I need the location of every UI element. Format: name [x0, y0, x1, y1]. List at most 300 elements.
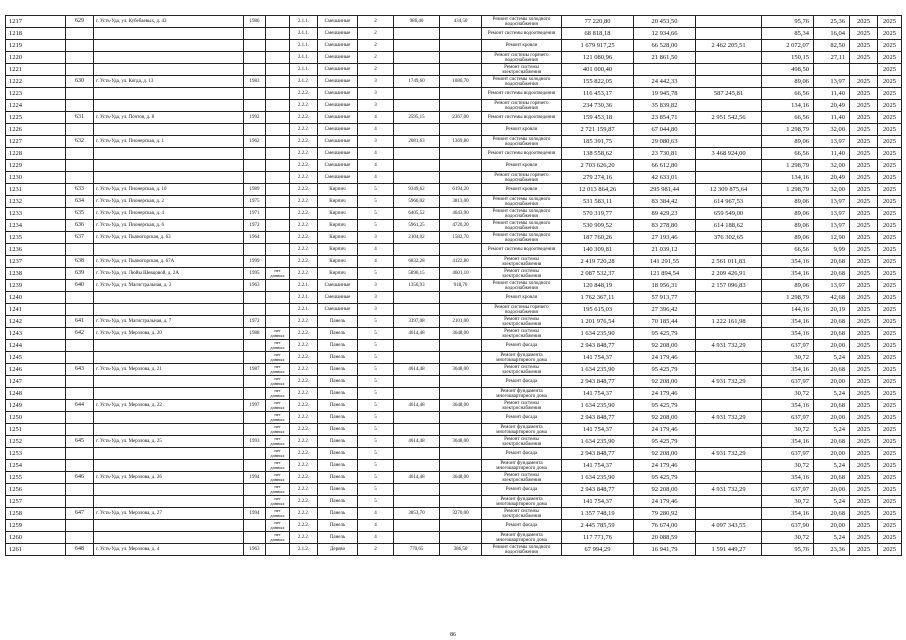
year-start-cell: 2025: [850, 88, 878, 100]
row-number: 1249: [6, 400, 66, 412]
row-number: 1227: [6, 136, 66, 148]
building-number: [66, 484, 94, 496]
row-number: 1244: [6, 340, 66, 352]
unit-cost-cell: 498,50: [762, 64, 814, 76]
note-cell: [266, 64, 290, 76]
unit-cost-cell: 85,34: [762, 28, 814, 40]
floors-cell: 3: [358, 292, 394, 304]
table-row: [6, 340, 902, 352]
total-cost-cell: 2 951 542,56: [696, 112, 762, 124]
year-start-cell: 2025: [850, 340, 878, 352]
living-area-cell: [440, 448, 482, 460]
floors-cell: 3: [358, 280, 394, 292]
cost-cell: 2 943 848,77: [562, 376, 634, 388]
building-number: 633: [66, 184, 94, 196]
floors-cell: 3: [358, 232, 394, 244]
work-type-cell: Ремонт фасада: [482, 376, 562, 388]
control-cost-cell: 95 425,79: [634, 400, 696, 412]
note-cell: [266, 244, 290, 256]
year-start-cell: 2025: [850, 328, 878, 340]
year-start-cell: 2025: [850, 472, 878, 484]
total-cost-cell: [696, 76, 762, 88]
work-type-cell: Ремонт кровли: [482, 40, 562, 52]
row-number: 1239: [6, 280, 66, 292]
code-cell: 2.2.2.: [290, 244, 318, 256]
note-cell: нет данных: [266, 508, 290, 520]
unit-limit-cell: 13,97: [814, 208, 850, 220]
total-cost-cell: [696, 472, 762, 484]
table-row: [6, 412, 902, 424]
unit-limit-cell: 20,00: [814, 520, 850, 532]
total-cost-cell: [696, 64, 762, 76]
control-cost-cell: 121 894,54: [634, 268, 696, 280]
table-row: [6, 448, 902, 460]
living-area-cell: [440, 148, 482, 160]
floors-cell: 5: [358, 220, 394, 232]
work-type-cell: Ремонт фасада: [482, 484, 562, 496]
table-row: [6, 208, 902, 220]
total-area-cell: 6405,52: [394, 208, 440, 220]
unit-cost-cell: 95,76: [762, 544, 814, 556]
address-cell: г. Усть-Уда, ул. Мерзлова, д. 21: [94, 364, 244, 376]
address-cell: г. Усть-Уда, ул. Мерзлова, д. 20: [94, 328, 244, 340]
table-row: [6, 184, 902, 196]
total-area-cell: [394, 520, 440, 532]
work-type-cell: Ремонт системы электроснабжения: [482, 256, 562, 268]
code-cell: 2.2.2.: [290, 316, 318, 328]
year-end-cell: 2025: [878, 64, 902, 76]
floors-cell: 5: [358, 352, 394, 364]
living-area-cell: 918,70: [440, 280, 482, 292]
table-row: [6, 328, 902, 340]
wall-material-cell: Кирпич: [318, 220, 358, 232]
total-cost-cell: [696, 508, 762, 520]
unit-limit-cell: 5,24: [814, 460, 850, 472]
building-number: 647: [66, 508, 94, 520]
total-cost-cell: [696, 100, 762, 112]
floors-cell: 5: [358, 328, 394, 340]
note-cell: [266, 232, 290, 244]
work-type-cell: Ремонт фундамента многоквартирного дома: [482, 532, 562, 544]
work-type-cell: Ремонт системы электроснабжения: [482, 268, 562, 280]
cost-cell: 121 080,96: [562, 52, 634, 64]
row-number: 1250: [6, 412, 66, 424]
living-area-cell: [440, 172, 482, 184]
work-type-cell: Ремонт системы горячего водоснабжения: [482, 100, 562, 112]
work-type-cell: Ремонт системы водоотведения: [482, 28, 562, 40]
floors-cell: 4: [358, 148, 394, 160]
note-cell: [266, 544, 290, 556]
total-area-cell: 4614,48: [394, 472, 440, 484]
unit-cost-cell: 354,16: [762, 256, 814, 268]
year-end-cell: 2025: [878, 328, 902, 340]
work-type-cell: Ремонт системы электроснабжения: [482, 472, 562, 484]
cost-cell: 117 771,76: [562, 532, 634, 544]
unit-limit-cell: 5,24: [814, 532, 850, 544]
building-number: 642: [66, 328, 94, 340]
total-area-cell: [394, 172, 440, 184]
table-row: [6, 100, 902, 112]
cost-cell: 530 909,52: [562, 220, 634, 232]
year-built-cell: [244, 100, 266, 112]
note-cell: нет данных: [266, 436, 290, 448]
note-cell: [266, 304, 290, 316]
row-number: 1223: [6, 88, 66, 100]
table-row: [6, 244, 902, 256]
wall-material-cell: Панель: [318, 460, 358, 472]
building-number: 640: [66, 280, 94, 292]
living-area-cell: [440, 40, 482, 52]
unit-cost-cell: 2 072,07: [762, 40, 814, 52]
work-type-cell: Ремонт системы водоотведения: [482, 112, 562, 124]
control-cost-cell: 35 839,82: [634, 100, 696, 112]
wall-material-cell: Смешанные: [318, 88, 358, 100]
unit-cost-cell: 95,76: [762, 16, 814, 28]
floors-cell: 2: [358, 544, 394, 556]
cost-cell: 141 754,37: [562, 388, 634, 400]
total-area-cell: [394, 88, 440, 100]
living-area-cell: [440, 376, 482, 388]
row-number: 1226: [6, 124, 66, 136]
floors-cell: 4: [358, 112, 394, 124]
total-area-cell: [394, 352, 440, 364]
year-built-cell: [244, 412, 266, 424]
control-cost-cell: [634, 64, 696, 76]
table-row: [6, 28, 902, 40]
code-cell: 2.2.2.: [290, 172, 318, 184]
work-type-cell: Ремонт системы холодного водоснабжения: [482, 220, 562, 232]
note-cell: [266, 160, 290, 172]
cost-cell: 141 754,37: [562, 496, 634, 508]
wall-material-cell: Смешанные: [318, 292, 358, 304]
year-start-cell: 2025: [850, 40, 878, 52]
year-built-cell: 1994: [244, 508, 266, 520]
year-end-cell: 2025: [878, 76, 902, 88]
floors-cell: 5: [358, 184, 394, 196]
address-cell: г. Усть-Уда, ул. Мерзлова, д. 26: [94, 472, 244, 484]
row-number: 1221: [6, 64, 66, 76]
wall-material-cell: Панель: [318, 520, 358, 532]
unit-cost-cell: 354,16: [762, 328, 814, 340]
building-number: [66, 340, 94, 352]
row-number: 1230: [6, 172, 66, 184]
address-cell: г. Усть-Уда, ул. Почтов, д. 8: [94, 112, 244, 124]
table-row: [6, 304, 902, 316]
year-start-cell: 2025: [850, 208, 878, 220]
note-cell: [266, 280, 290, 292]
cost-cell: 1 634 235,90: [562, 364, 634, 376]
unit-cost-cell: 89,06: [762, 220, 814, 232]
total-area-cell: [394, 340, 440, 352]
unit-limit-cell: 13,97: [814, 220, 850, 232]
cost-cell: 2 087 532,37: [562, 268, 634, 280]
total-area-cell: 770,65: [394, 544, 440, 556]
code-cell: 2.2.2.: [290, 340, 318, 352]
total-area-cell: [394, 28, 440, 40]
unit-cost-cell: 66,56: [762, 148, 814, 160]
year-built-cell: 1975: [244, 196, 266, 208]
building-number: [66, 496, 94, 508]
unit-cost-cell: 30,72: [762, 352, 814, 364]
living-area-cell: [440, 52, 482, 64]
cost-cell: 1 634 235,90: [562, 328, 634, 340]
row-number: 1228: [6, 148, 66, 160]
year-built-cell: 1987: [244, 364, 266, 376]
unit-cost-cell: 30,72: [762, 496, 814, 508]
note-cell: нет данных: [266, 376, 290, 388]
unit-cost-cell: 354,16: [762, 316, 814, 328]
address-cell: [94, 340, 244, 352]
wall-material-cell: Смешанные: [318, 160, 358, 172]
control-cost-cell: 23 730,81: [634, 148, 696, 160]
unit-limit-cell: 12,90: [814, 232, 850, 244]
year-end-cell: 2025: [878, 508, 902, 520]
note-cell: [266, 208, 290, 220]
year-start-cell: 2025: [850, 352, 878, 364]
floors-cell: 5: [358, 208, 394, 220]
year-built-cell: [244, 28, 266, 40]
control-cost-cell: 21 039,12: [634, 244, 696, 256]
year-end-cell: 2025: [878, 340, 902, 352]
floors-cell: 5: [358, 376, 394, 388]
floors-cell: 4: [358, 256, 394, 268]
living-area-cell: [440, 64, 482, 76]
total-cost-cell: [696, 136, 762, 148]
table-row: [6, 172, 902, 184]
code-cell: 2.2.2.: [290, 400, 318, 412]
total-cost-cell: 3 468 924,00: [696, 148, 762, 160]
control-cost-cell: 295 981,44: [634, 184, 696, 196]
floors-cell: 4: [358, 124, 394, 136]
code-cell: 2.1.1.: [290, 64, 318, 76]
table-row: [6, 196, 902, 208]
year-start-cell: 2025: [850, 28, 878, 40]
floors-cell: 5: [358, 316, 394, 328]
control-cost-cell: 27 193,46: [634, 232, 696, 244]
living-area-cell: 6194,20: [440, 184, 482, 196]
building-number: 635: [66, 208, 94, 220]
note-cell: нет данных: [266, 268, 290, 280]
work-type-cell: Ремонт системы холодного водоснабжения: [482, 280, 562, 292]
wall-material-cell: Смешанные: [318, 16, 358, 28]
floors-cell: 4: [358, 508, 394, 520]
wall-material-cell: Панель: [318, 448, 358, 460]
unit-limit-cell: 20,68: [814, 508, 850, 520]
row-number: 1259: [6, 520, 66, 532]
year-built-cell: [244, 88, 266, 100]
address-cell: [94, 172, 244, 184]
year-built-cell: [244, 304, 266, 316]
cost-cell: 1 634 235,90: [562, 472, 634, 484]
unit-limit-cell: 13,97: [814, 76, 850, 88]
floors-cell: 3: [358, 76, 394, 88]
unit-limit-cell: 20,68: [814, 328, 850, 340]
unit-limit-cell: 20,00: [814, 412, 850, 424]
address-cell: [94, 304, 244, 316]
building-number: 641: [66, 316, 94, 328]
cost-cell: 1 201 976,54: [562, 316, 634, 328]
building-number: [66, 52, 94, 64]
total-area-cell: 3853,70: [394, 508, 440, 520]
year-built-cell: [244, 64, 266, 76]
total-cost-cell: [696, 28, 762, 40]
row-number: 1241: [6, 304, 66, 316]
total-area-cell: [394, 292, 440, 304]
unit-cost-cell: 354,16: [762, 436, 814, 448]
floors-cell: 3: [358, 304, 394, 316]
note-cell: нет данных: [266, 532, 290, 544]
wall-material-cell: Кирпич: [318, 184, 358, 196]
year-start-cell: 2025: [850, 124, 878, 136]
year-built-cell: [244, 292, 266, 304]
unit-cost-cell: 637,97: [762, 448, 814, 460]
code-cell: 2.1.1.: [290, 28, 318, 40]
unit-limit-cell: 20,68: [814, 436, 850, 448]
wall-material-cell: Смешанные: [318, 280, 358, 292]
unit-cost-cell: 637,97: [762, 376, 814, 388]
row-number: 1261: [6, 544, 66, 556]
note-cell: нет данных: [266, 364, 290, 376]
total-area-cell: [394, 148, 440, 160]
year-built-cell: [244, 124, 266, 136]
year-end-cell: 2025: [878, 400, 902, 412]
cost-cell: 2 721 159,87: [562, 124, 634, 136]
unit-cost-cell: 637,90: [762, 520, 814, 532]
total-cost-cell: 614 967,53: [696, 196, 762, 208]
table-row: [6, 472, 902, 484]
cost-cell: 1 679 917,25: [562, 40, 634, 52]
year-start-cell: 2025: [850, 484, 878, 496]
address-cell: [94, 100, 244, 112]
wall-material-cell: Смешанные: [318, 76, 358, 88]
work-type-cell: Ремонт системы холодного водоснабжения: [482, 196, 562, 208]
year-start-cell: 2025: [850, 460, 878, 472]
floors-cell: 5: [358, 268, 394, 280]
unit-limit-cell: 20,00: [814, 484, 850, 496]
note-cell: [266, 172, 290, 184]
unit-cost-cell: 354,16: [762, 472, 814, 484]
living-area-cell: [440, 484, 482, 496]
control-cost-cell: 18 956,31: [634, 280, 696, 292]
floors-cell: 5: [358, 436, 394, 448]
building-number: 629: [66, 16, 94, 28]
year-end-cell: 2025: [878, 520, 902, 532]
code-cell: 2.2.2.: [290, 112, 318, 124]
year-end-cell: 2025: [878, 88, 902, 100]
year-end-cell: 2025: [878, 256, 902, 268]
floors-cell: 5: [358, 496, 394, 508]
building-number: 632: [66, 136, 94, 148]
year-built-cell: [244, 172, 266, 184]
total-area-cell: 2595,15: [394, 112, 440, 124]
total-cost-cell: 2 462 205,51: [696, 40, 762, 52]
floors-cell: 5: [358, 412, 394, 424]
code-cell: 2.2.2.: [290, 184, 318, 196]
table-row: [6, 424, 902, 436]
row-number: 1229: [6, 160, 66, 172]
unit-cost-cell: 354,16: [762, 400, 814, 412]
unit-limit-cell: 5,24: [814, 424, 850, 436]
building-number: [66, 376, 94, 388]
total-area-cell: [394, 160, 440, 172]
address-cell: г. Усть-Уда, ул. Мерзлова, д. 25: [94, 436, 244, 448]
code-cell: 2.2.1.: [290, 292, 318, 304]
control-cost-cell: 21 861,50: [634, 52, 696, 64]
control-cost-cell: 92 208,00: [634, 448, 696, 460]
code-cell: 2.2.2.: [290, 496, 318, 508]
table-row: [6, 52, 902, 64]
address-cell: [94, 532, 244, 544]
total-cost-cell: 4 097 343,55: [696, 520, 762, 532]
work-type-cell: Ремонт системы холодного водоснабжения: [482, 232, 562, 244]
year-built-cell: [244, 52, 266, 64]
living-area-cell: 3270,00: [440, 508, 482, 520]
unit-limit-cell: 42,68: [814, 292, 850, 304]
unit-cost-cell: 89,06: [762, 280, 814, 292]
wall-material-cell: Кирпич: [318, 196, 358, 208]
year-start-cell: 2025: [850, 532, 878, 544]
floors-cell: 2: [358, 64, 394, 76]
control-cost-cell: 92 208,00: [634, 484, 696, 496]
year-built-cell: [244, 352, 266, 364]
total-area-cell: [394, 496, 440, 508]
building-number: 644: [66, 400, 94, 412]
table-row: [6, 64, 902, 76]
floors-cell: 3: [358, 100, 394, 112]
year-built-cell: 1988: [244, 328, 266, 340]
unit-limit-cell: 32,00: [814, 184, 850, 196]
total-area-cell: 986,40: [394, 16, 440, 28]
note-cell: [266, 112, 290, 124]
year-built-cell: [244, 340, 266, 352]
work-type-cell: Ремонт фундамента многоквартирного дома: [482, 424, 562, 436]
floors-cell: 2: [358, 52, 394, 64]
unit-limit-cell: 20,68: [814, 400, 850, 412]
control-cost-cell: 76 674,00: [634, 520, 696, 532]
total-area-cell: [394, 100, 440, 112]
living-area-cell: [440, 244, 482, 256]
code-cell: 2.2.2.: [290, 412, 318, 424]
building-number: 631: [66, 112, 94, 124]
living-area-cell: [440, 100, 482, 112]
floors-cell: 5: [358, 400, 394, 412]
cost-cell: 279 274,16: [562, 172, 634, 184]
work-type-cell: Ремонт фасада: [482, 412, 562, 424]
address-cell: г. Усть-Уда, ул. Мерзлова, д. 27: [94, 508, 244, 520]
table-row: [6, 292, 902, 304]
total-area-cell: [394, 64, 440, 76]
control-cost-cell: 92 208,00: [634, 340, 696, 352]
code-cell: 2.1.1.: [290, 16, 318, 28]
total-cost-cell: 614 188,62: [696, 220, 762, 232]
year-end-cell: 2025: [878, 424, 902, 436]
year-built-cell: [244, 40, 266, 52]
unit-limit-cell: 82,50: [814, 40, 850, 52]
wall-material-cell: Смешанные: [318, 172, 358, 184]
cost-cell: 1 762 367,11: [562, 292, 634, 304]
control-cost-cell: 141 291,55: [634, 256, 696, 268]
year-end-cell: 2025: [878, 460, 902, 472]
cost-cell: 570 319,77: [562, 208, 634, 220]
table-row: [6, 508, 902, 520]
total-area-cell: [394, 124, 440, 136]
total-cost-cell: [696, 388, 762, 400]
living-area-cell: 3648,00: [440, 436, 482, 448]
note-cell: [266, 28, 290, 40]
row-number: 1251: [6, 424, 66, 436]
total-area-cell: 2081,63: [394, 136, 440, 148]
row-number: 1254: [6, 460, 66, 472]
